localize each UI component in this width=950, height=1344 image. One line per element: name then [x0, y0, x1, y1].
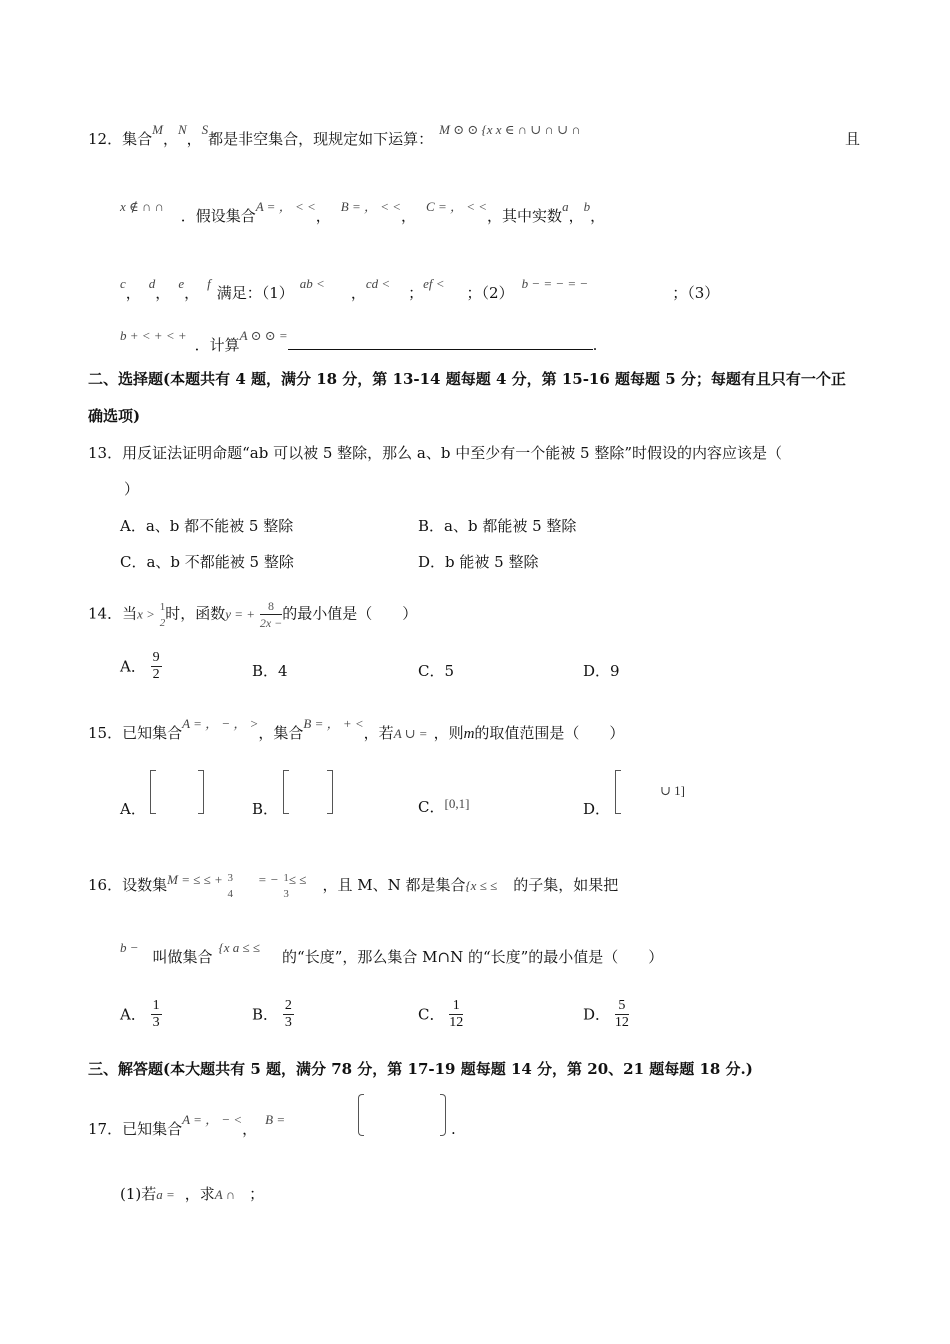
q12-var-b: b — [583, 199, 591, 214]
frac-den: 12 — [449, 1015, 464, 1030]
q15-option-b-bracket-left — [283, 770, 289, 814]
option-frac — [449, 998, 463, 1031]
q14-func-frac — [260, 598, 282, 631]
q17-number: 17． — [88, 1120, 123, 1138]
q12-cond3-label: ；（3） — [672, 284, 720, 302]
q16-len-expr: b − — [120, 940, 139, 955]
q16-text: 设数集 — [122, 876, 168, 894]
q15-text: 已知集合 — [122, 724, 183, 742]
q12-cond1b: cd < — [365, 276, 391, 291]
frac-num: 5 — [615, 998, 629, 1015]
q17-stem: 17．已知集合A = ， − <，B = — [88, 1112, 286, 1138]
q12-text: 都是非空集合，现规定如下运算： — [208, 130, 434, 148]
q12-set-n: N — [177, 122, 187, 137]
frac-num: 1 — [152, 998, 160, 1013]
q17-part1-end: ； — [249, 1185, 265, 1203]
q14-cond: x > — [137, 606, 155, 622]
option-label: A． — [120, 657, 146, 676]
frac-num: 8 — [260, 598, 282, 615]
q12-compute-label: ．计算 — [194, 336, 240, 354]
q12-text: 满足：（1） — [216, 284, 294, 302]
q12-set-a: A = ， < < — [255, 199, 316, 214]
q15-text: ，若 — [363, 724, 394, 742]
q16-text: ，且 M、N 都是集合 — [322, 876, 466, 894]
q17-text: 已知集合 — [122, 1120, 183, 1138]
q15-cond: A ∪ = — [393, 726, 428, 741]
q17-set-a: A = ， − < — [182, 1112, 243, 1127]
q12-line2: x ∉ ∩ ∩ ．假设集合A = ， < <，B = ， < <，C = ， < <，其中实数a，b， — [120, 199, 606, 225]
q14-number: 14． — [88, 604, 123, 623]
q12-var-a: a — [562, 199, 569, 214]
q14-text: 当 — [122, 604, 138, 623]
section3-title: 三、解答题(本大题共有 5 题，满分 78 分，第 17-19 题每题 14 分，第 20、21 题每题 18 分.) — [88, 1060, 753, 1078]
q15-set-b: B = ， + < — [303, 716, 364, 731]
frac-num: 1 — [159, 600, 166, 613]
q17-set-b-brace-left — [358, 1094, 364, 1136]
option-label: C． — [418, 1005, 445, 1024]
section2-title: 二、选择题(本题共有 4 题，满分 18 分，第 13-14 题每题 4 分，第 15-16 题每题 5 分；每题有且只有一个正 — [88, 370, 846, 388]
q12-text: ，其中实数 — [487, 207, 563, 225]
q14-option-d[interactable]: D．9 — [583, 662, 620, 680]
option-label: B． — [252, 1005, 279, 1024]
q12-end: . — [592, 336, 598, 354]
q16-option-c[interactable] — [418, 998, 463, 1031]
option-label: D． — [583, 1005, 611, 1024]
q16-text: 的“长度”，那么集合 M∩N 的“长度”的最小值是（ ） — [282, 948, 664, 966]
q12-line4 — [120, 328, 598, 357]
q12-number: 12． — [88, 130, 123, 148]
q13-option-a[interactable]: A．a、b 都不能被 5 整除 — [120, 517, 294, 535]
q12-line1: 12．集合M，N，S都是非空集合，现规定如下运算：M ⊙ ⊙ {x x ∈ ∩ ∪ ∩ ∪ ∩ — [88, 122, 581, 148]
q12-cond3: b + < + < + — [120, 328, 187, 343]
q12-formula: x ∉ ∩ ∩ — [120, 199, 164, 214]
q15-option-a-bracket-left — [150, 770, 156, 814]
q17-part1 — [120, 1183, 264, 1206]
q15-stem — [88, 716, 625, 745]
q17-part1-expr: A ∩ — [214, 1187, 236, 1202]
q15-var-m: m — [463, 726, 475, 742]
q12-set-s: S — [201, 122, 209, 137]
q16-stem-cont — [120, 940, 664, 969]
q12-text: ．假设集合 — [180, 207, 256, 225]
q14-stem — [88, 598, 417, 631]
q15-text: 的取值范围是（ ） — [474, 724, 625, 742]
q15-option-a-bracket-right — [198, 770, 204, 814]
q14-option-a[interactable] — [120, 650, 162, 683]
option-frac — [615, 998, 629, 1031]
frac-den: 3 — [283, 888, 289, 900]
q17-set-b-brace-right — [440, 1094, 446, 1136]
q16-option-b[interactable] — [252, 998, 294, 1031]
q12-cond1c: ef < — [423, 276, 445, 291]
frac-den: 3 — [152, 1015, 160, 1030]
q16-set-n: = − — [257, 872, 279, 887]
q14-option-b[interactable]: B．4 — [252, 662, 288, 680]
q13-option-d[interactable]: D．b 能被 5 整除 — [418, 553, 539, 571]
option-frac — [151, 650, 162, 683]
q15-set-a: A = ， − ， > — [182, 716, 259, 731]
q12-compute-formula: A ⊙ ⊙ = — [239, 328, 288, 343]
q12-cond2: b − = − = − — [521, 276, 589, 291]
answer-blank[interactable] — [288, 335, 593, 350]
q16-stem — [88, 870, 618, 902]
q13-option-b[interactable]: B．a、b 都能被 5 整除 — [418, 517, 577, 535]
q16-set-n-tail: ≤ ≤ — [288, 872, 307, 887]
q12-line3: c，d，e，f满足：（1）ab <，cd <；ef <；（2）b − = − = −；（3） — [120, 276, 720, 302]
frac-den: 2x − — [259, 616, 283, 630]
q15-number: 15． — [88, 724, 123, 742]
q13-option-c[interactable]: C．a、b 不都能被 5 整除 — [120, 553, 294, 571]
frac-num: 1 — [449, 998, 463, 1015]
q15-option-d-value: ∪ 1] — [660, 783, 685, 798]
q16-set-m: M = ≤ ≤ + — [167, 872, 223, 887]
q17-end: . — [451, 1120, 456, 1138]
q14-func: y = + — [225, 606, 256, 622]
q15-option-d[interactable] — [583, 798, 610, 820]
q16-text: 的子集，如果把 — [513, 876, 619, 894]
frac-den: 12 — [614, 1015, 629, 1030]
frac-den: 3 — [284, 1015, 292, 1030]
frac-num: 3 — [227, 872, 234, 884]
q16-number: 16． — [88, 876, 123, 894]
q17-text: ，求 — [184, 1185, 215, 1203]
q12-set-m: M — [152, 122, 163, 137]
q14-text: 时，函数 — [165, 604, 226, 623]
q12-var-f: f — [207, 276, 211, 291]
q12-formula: M ⊙ ⊙ {x x ∈ ∩ ∪ ∩ ∪ ∩ — [439, 122, 581, 137]
q16-set-m-frac — [228, 870, 234, 902]
q16-text: 叫做集合 — [152, 948, 213, 966]
q12-text: 集合 — [122, 130, 153, 148]
q13-text: 用反证法证明命题“ab 可以被 5 整除，那么 a、b 中至少有一个能被 5 整除”时假设的内容应该是（ — [122, 444, 782, 462]
q15-option-a[interactable] — [120, 798, 146, 820]
q16-option-d[interactable] — [583, 998, 629, 1031]
q13-number: 13． — [88, 444, 123, 462]
q16-set-x: {x a ≤ ≤ — [218, 940, 261, 955]
q17-part1-label: (1)若 — [120, 1185, 157, 1203]
q15-option-b-bracket-right — [327, 770, 333, 814]
q14-option-c[interactable]: C．5 — [418, 662, 455, 680]
section2-title-cont: 确选项) — [88, 407, 141, 425]
frac-den: 2 — [159, 616, 166, 629]
q16-set-u: {x ≤ ≤ — [465, 878, 498, 893]
q12-var-e: e — [178, 276, 185, 291]
frac-den: 2 — [152, 667, 160, 682]
q13-stem — [88, 442, 782, 464]
q12-cond2-label: ；（2） — [466, 284, 514, 302]
frac-num: 2 — [284, 998, 292, 1013]
frac-num: 1 — [283, 872, 289, 884]
option-label: D． — [583, 800, 611, 818]
q15-option-d-bracket-left — [615, 770, 621, 814]
q13-stem-cont: ） — [124, 480, 140, 498]
q12-var-c: c — [120, 276, 126, 291]
q16-option-a[interactable] — [120, 998, 162, 1031]
option-label: C． — [418, 798, 445, 816]
q15-text: ，集合 — [258, 724, 304, 742]
option-frac — [283, 998, 294, 1031]
q15-text: ，则 — [433, 724, 464, 742]
q12-cond1a: ab < — [299, 276, 325, 291]
q14-text: 的最小值是（ ） — [282, 604, 418, 623]
q12-line1-end: 且 — [845, 130, 861, 148]
q15-option-c[interactable] — [418, 796, 469, 819]
option-value: [0,1] — [444, 796, 470, 811]
q17-set-b: B = — [265, 1112, 286, 1127]
q12-set-c: C = ， < < — [426, 199, 488, 214]
q12-var-d: d — [148, 276, 156, 291]
q12-set-b: B = ， < < — [340, 199, 402, 214]
option-label: B． — [252, 800, 279, 818]
frac-den: 4 — [227, 888, 234, 900]
option-label: A． — [120, 1005, 146, 1024]
frac-num: 9 — [152, 650, 160, 665]
q15-option-b[interactable] — [252, 798, 278, 820]
option-label: A． — [120, 800, 146, 818]
q17-part1-cond: a = — [156, 1187, 175, 1202]
option-frac — [151, 998, 162, 1031]
